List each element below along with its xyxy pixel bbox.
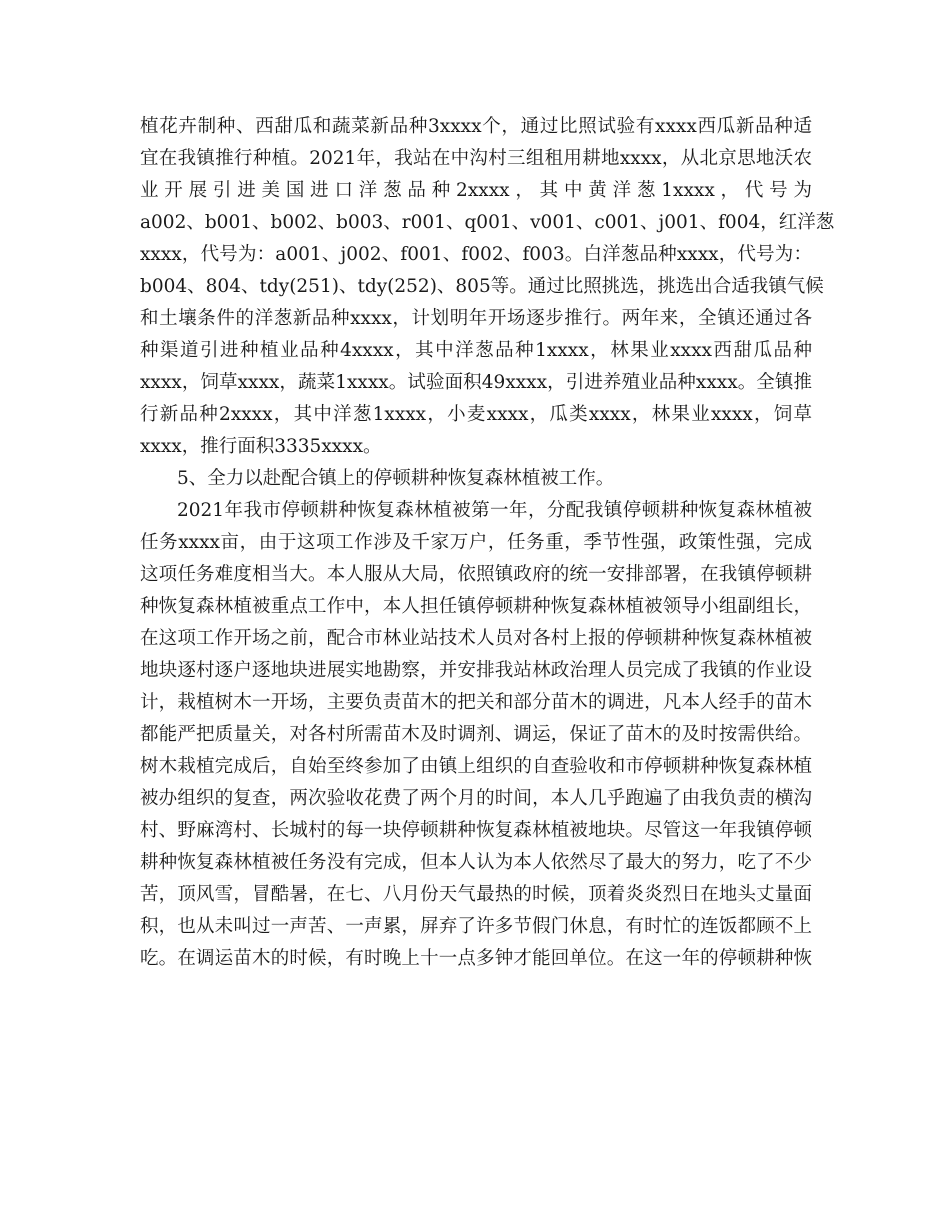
text-line: 积，也从未叫过一声苦、一声累，屏弃了许多节假门休息，有时忙的连饭都顾不上 <box>140 916 812 937</box>
text-line: 和土壤条件的洋葱新品种xxxx，计划明年开场逐步推行。两年来，全镇还通过各 <box>140 308 812 329</box>
text-line: 任务xxxx亩，由于这项工作涉及千家万户，任务重，季节性强，政策性强，完成 <box>140 532 812 553</box>
text-line: xxxx，推行面积3335xxxx。 <box>140 436 382 457</box>
text-line: 植花卉制种、西甜瓜和蔬菜新品种3xxxx个，通过比照试验有xxxx西瓜新品种适 <box>140 116 812 137</box>
text-line: 种渠道引进种植业品种4xxxx，其中洋葱品种1xxxx，林果业xxxx西甜瓜品种 <box>140 340 812 361</box>
text-line: 苦，顶风雪，冒酷暑，在七、八月份天气最热的时候，顶着炎炎烈日在地头丈量面 <box>140 884 812 905</box>
text-line: 吃。在调运苗木的时候，有时晚上十一点多钟才能回单位。在这一年的停顿耕种恢 <box>140 948 812 969</box>
text-line: 耕种恢复森林植被任务没有完成，但本人认为本人依然尽了最大的努力，吃了不少 <box>140 852 812 873</box>
text-line: 地块逐村逐户逐地块进展实地勘察，并安排我站林政治理人员完成了我镇的作业设 <box>140 660 812 681</box>
text-line: a002、b001、b002、b003、r001、q001、v001、c001、j001、f004，红洋葱 <box>140 212 835 233</box>
text-line: b004、804、tdy(251)、tdy(252)、805等。通过比照挑选，挑选出合适我镇气候 <box>140 276 824 297</box>
text-line: 种恢复森林植被重点工作中，本人担任镇停顿耕种恢复森林植被领导小组副组长， <box>140 596 812 617</box>
text-line: 都能严把质量关，对各村所需苗木及时调剂、调运，保证了苗木的及时按需供给。 <box>140 724 812 745</box>
text-line: 宜在我镇推行种植。2021年，我站在中沟村三组租用耕地xxxx，从北京思地沃农 <box>140 148 812 169</box>
text-line: 树木栽植完成后，自始至终参加了由镇上组织的自查验收和市停顿耕种恢复森林植 <box>140 756 812 777</box>
text-line: 业开展引进美国进口洋葱品种2xxxx，其中黄洋葱1xxxx，代号为 <box>140 180 812 201</box>
text-line: 这项任务难度相当大。本人服从大局，依照镇政府的统一安排部署，在我镇停顿耕 <box>140 564 812 585</box>
paragraph-first-line: 2021年我市停顿耕种恢复森林植被第一年，分配我镇停顿耕种恢复森林植被 <box>177 500 812 521</box>
text-line: 计，栽植树木一开场，主要负责苗木的把关和部分苗木的调进，凡本人经手的苗木 <box>140 692 812 713</box>
text-line: xxxx，代号为：a001、j002、f001、f002、f003。白洋葱品种xxxx，代号为： <box>140 244 812 265</box>
section-heading: 5、全力以赴配合镇上的停顿耕种恢复森林植被工作。 <box>177 468 615 489</box>
text-line: xxxx，饲草xxxx，蔬菜1xxxx。试验面积49xxxx，引进养殖业品种xxxx。全镇推 <box>140 372 812 393</box>
text-line: 村、野麻湾村、长城村的每一块停顿耕种恢复森林植被地块。尽管这一年我镇停顿 <box>140 820 812 841</box>
text-line: 行新品种2xxxx，其中洋葱1xxxx，小麦xxxx，瓜类xxxx，林果业xxxx，饲草 <box>140 404 812 425</box>
text-line: 在这项工作开场之前，配合市林业站技术人员对各村上报的停顿耕种恢复森林植被 <box>140 628 812 649</box>
text-line: 被办组织的复查，两次验收花费了两个月的时间，本人几乎跑遍了由我负责的横沟 <box>140 788 812 809</box>
